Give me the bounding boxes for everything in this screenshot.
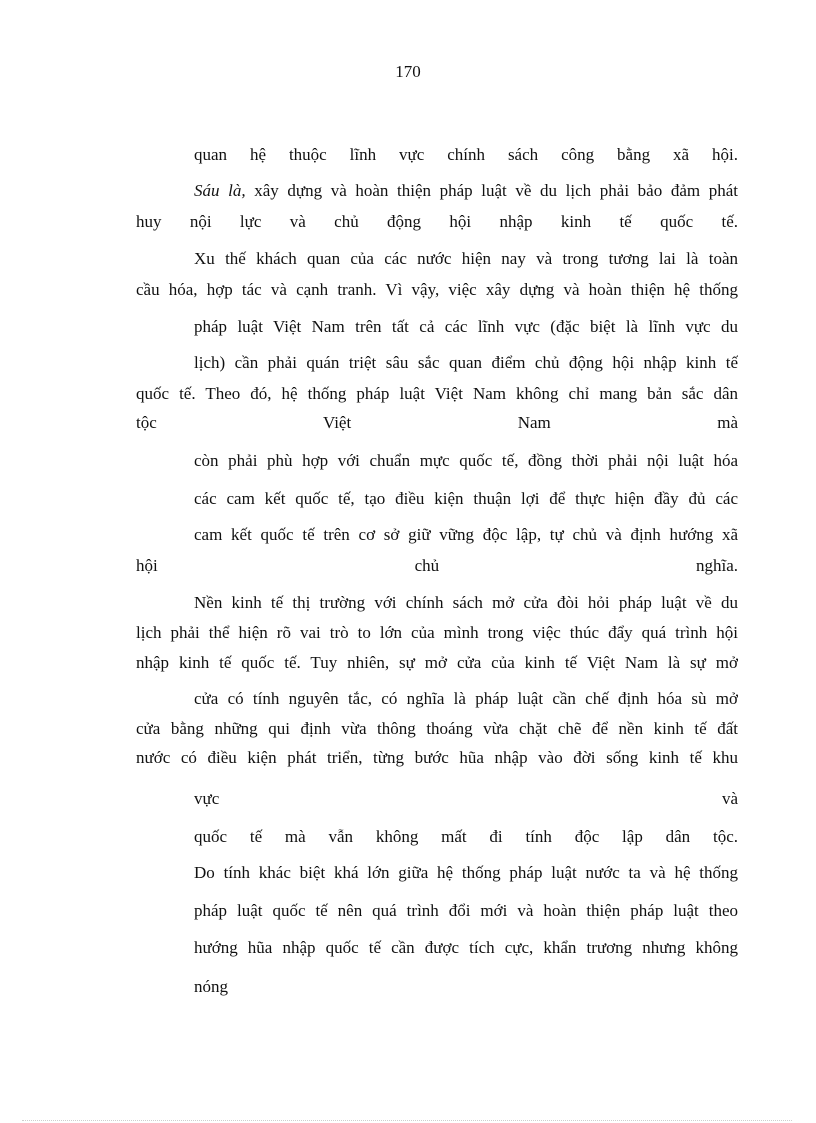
text-line: cửa bằng những qui định vừa thông thoáng vừa chặt chẽ để nền kinh tế đất [136, 719, 738, 738]
text-line: huy nội lực và chủ động hội nhập kinh tế quốc tế. [136, 212, 738, 231]
text-line: Nền kinh tế thị trường với chính sách mở cửa đòi hỏi pháp luật về du [194, 593, 738, 612]
emphasis-text: Sáu là, [194, 181, 246, 200]
text-line: hội chủ nghĩa. [136, 556, 738, 575]
text-line: tộc Việt Nam mà [136, 413, 738, 432]
text-line: các cam kết quốc tế, tạo điều kiện thuận lợi để thực hiện đầy đủ các [194, 489, 738, 508]
text-span: xây dựng và hoàn thiện pháp luật về du lịch phải bảo đảm phát [245, 181, 738, 200]
text-line: Do tính khác biệt khá lớn giữa hệ thống pháp luật nước ta và hệ thống [194, 863, 738, 882]
text-line: quốc tế mà vẫn không mất đi tính độc lập dân tộc. [194, 827, 738, 846]
text-line: vực và [194, 789, 738, 808]
text-line: Xu thế khách quan của các nước hiện nay và trong tương lai là toàn [194, 249, 738, 268]
text-line [194, 178, 738, 204]
text-line: cầu hóa, hợp tác và cạnh tranh. Vì vậy, việc xây dựng và hoàn thiện hệ thống [136, 280, 738, 299]
text-line: pháp luật quốc tế nên quá trình đổi mới và hoàn thiện pháp luật theo [194, 901, 738, 920]
text-line: cửa có tính nguyên tắc, có nghĩa là pháp luật cần chế định hóa sù mở [194, 689, 738, 708]
text-line: nóng [194, 977, 228, 996]
text-line: lịch phải thể hiện rõ vai trò to lớn của mình trong việc thúc đẩy quá trình hội [136, 623, 738, 642]
text-line: cam kết quốc tế trên cơ sở giữ vững độc lập, tự chủ và định hướng xã [194, 525, 738, 544]
text-line: còn phải phù hợp với chuẩn mực quốc tế, đồng thời phải nội luật hóa [194, 451, 738, 470]
page-number: 170 [395, 62, 421, 81]
text-line: nhập kinh tế quốc tế. Tuy nhiên, sự mở cửa của kinh tế Việt Nam là sự mở [136, 653, 738, 672]
text-line: nước có điều kiện phát triển, từng bước hũa nhập vào đời sống kinh tế khu [136, 748, 738, 767]
text-line: pháp luật Việt Nam trên tất cả các lĩnh vực (đặc biệt là lĩnh vực du [194, 317, 738, 336]
page-bottom-divider [22, 1120, 792, 1121]
text-line: quốc tế. Theo đó, hệ thống pháp luật Việt Nam không chỉ mang bản sắc dân [136, 384, 738, 403]
text-line: lịch) cần phải quán triệt sâu sắc quan điểm chủ động hội nhập kinh tế [194, 353, 738, 372]
text-line: quan hệ thuộc lĩnh vực chính sách công bằng xã hội. [194, 145, 738, 164]
text-line: hướng hũa nhập quốc tế cần được tích cực, khẩn trương nhưng không [194, 938, 738, 957]
